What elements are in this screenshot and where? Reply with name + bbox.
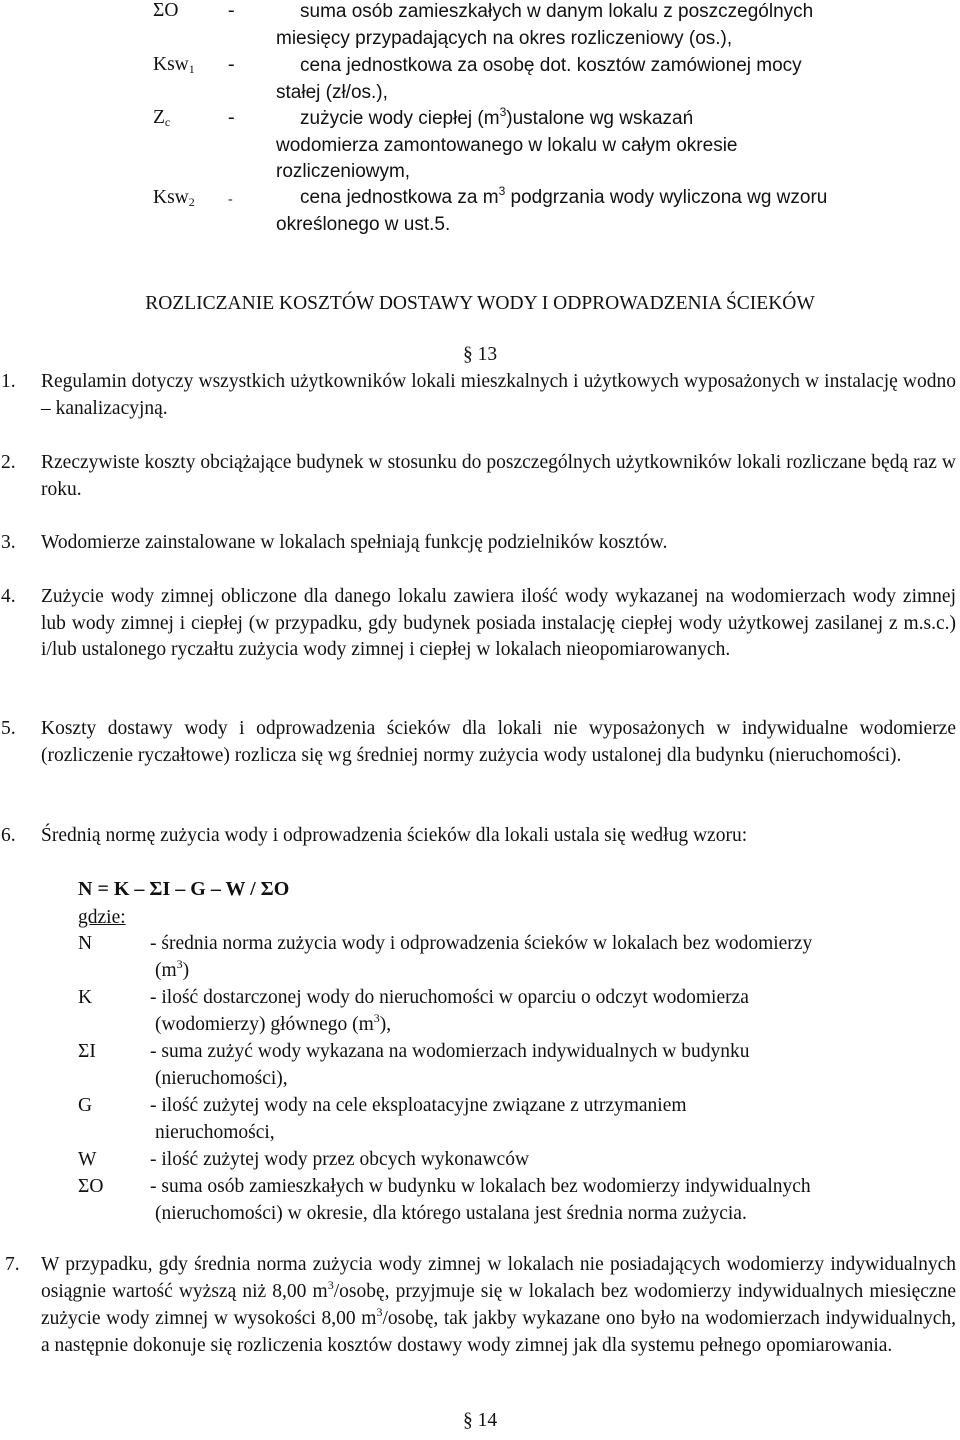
legend-description: - ilość dostarczonej wody do nieruchomości w oparciu o odczyt wodomierza (wodomierzy) głównego $(m^3)$, <box>150 987 749 1035</box>
paragraph-number: 4. <box>1 586 16 607</box>
paragraph-number: 1. <box>1 371 16 392</box>
paragraph-number: 6. <box>1 825 16 846</box>
def-dash: - <box>228 54 235 75</box>
legend-symbol: N <box>78 933 93 954</box>
def-text: określonego w ust.5. <box>276 214 451 235</box>
legend-description: - ilość zużytej wody na cele eksploatacyjne związane z utrzymaniem nieruchomości, <box>150 1095 687 1143</box>
paragraph-number: 2. <box>1 452 16 473</box>
paragraph-6 <box>1 823 956 850</box>
def-text: stałej (zł/os.), <box>276 82 388 103</box>
legend-description: - suma zużyć wody wykazana na wodomierzach indywidualnych w budynku (nieruchomości), <box>150 1041 750 1089</box>
def-text: zużycie wody ciepłej $(m^3)ustalone$ wg wskazań <box>300 105 694 129</box>
legend-symbol: ΣO <box>78 1176 104 1197</box>
legend-symbol: ΣI <box>78 1041 96 1062</box>
def-text: cena jednostkowa za $m^3$ podgrzania wody wyliczona wg wzoru <box>300 184 828 208</box>
section-heading: ROZLICZANIE KOSZTÓW DOSTAWY WODY I ODPROWADZENIA ŚCIEKÓW <box>145 293 815 314</box>
def-subscript: 2 <box>188 195 195 209</box>
paragraph-text: W przypadku, gdy średnia norma zużycia wody zimnej w lokalach nie posiadających wodomierzy indywidualnych osiągnie wartość wyższą niż 8,00 $m^3$/osobę, przyjmuje się w lokalach bez wodomierzy indywidualnych miesięczne zużycie wody zimnej w wysokości 8,00 $m^3$/osobę, tak jakby wykazane ono było na wodomierzach indywidualnych, a następnie dokonuje się rozliczenia kosztów dostawy wody zimnej jak dla systemu pełnego opomiarowania. <box>41 1254 957 1356</box>
legend-symbol: G <box>78 1095 93 1116</box>
paragraph-7 <box>5 1251 957 1359</box>
def-text: suma osób zamieszkałych w danym lokalu z poszczególnych <box>300 1 814 22</box>
def-dash: - <box>228 0 235 21</box>
legend-description: - średnia norma zużycia wody i odprowadzenia ścieków w lokalach bez wodomierzy $(m^3)$ <box>150 933 813 981</box>
def-symbol-ksw2: Ksw$_2$ <box>153 187 195 209</box>
def-dash: - <box>228 107 235 128</box>
legend-description: - suma osób zamieszkałych w budynku w lokalach bez wodomierzy indywidualnych (nieruchomości) w okresie, dla którego ustalana jest średnia norma zużycia. <box>150 1176 811 1224</box>
def-text: cena jednostkowa za osobę dot. kosztów zamówionej mocy <box>300 55 802 76</box>
paragraph-text: Zużycie wody zimnej obliczone dla danego lokalu zawiera ilość wody wykazanej na wodomierzach wody zimnej lub wody zimnej i ciepłej (w przypadku, gdy budynek posiada instalację ciepłej wody użytkowej zasilanej z m.s.c.) i/lub ustalonego ryczałtu zużycia wody zimnej i ciepłej w lokalach nieopomiarowanych. <box>41 586 956 660</box>
def-dash: - <box>228 192 233 207</box>
paragraph-5 <box>1 716 956 769</box>
def-symbol-sum-o: ΣO <box>153 0 179 21</box>
paragraph-text: Średnią normę zużycia wody i odprowadzenia ścieków dla lokali ustala się według wzoru: <box>41 825 748 846</box>
def-symbol-ksw1: Ksw$_1$ <box>153 54 195 76</box>
gdzie-label: gdzie: <box>78 907 126 928</box>
paragraph-text: Regulamin dotyczy wszystkich użytkowników lokali mieszkalnych i użytkowych wyposażonych w instalację wodno – kanalizacyjną. <box>41 371 956 419</box>
legend-symbol: K <box>78 987 93 1008</box>
def-text: wodomierza zamontowanego w lokalu w całym okresie <box>276 135 738 156</box>
paragraph-text: Koszty dostawy wody i odprowadzenia ścieków dla lokali nie wyposażonych w indywidualne wodomierze (rozliczenie ryczałtowe) rozlicza się wg średniej normy zużycia wody ustalonej dla budynku (nieruchomości). <box>41 718 956 766</box>
legend-symbol: W <box>78 1149 97 1170</box>
def-text: rozliczeniowym, <box>276 161 411 182</box>
def-subscript: c <box>164 115 171 129</box>
paragraph-number: 7. <box>5 1254 20 1275</box>
def-symbol-zc: $Z_c$ <box>153 107 171 129</box>
legend-description: - ilość zużytej wody przez obcych wykonawców <box>150 1149 530 1170</box>
paragraph-4 <box>1 584 956 664</box>
paragraph-1 <box>1 369 956 422</box>
section-number-14: § 14 <box>462 1410 498 1431</box>
paragraph-2 <box>1 450 956 503</box>
section-number-13: § 13 <box>462 344 498 365</box>
paragraph-text: Wodomierze zainstalowane w lokalach spełniają funkcję podzielników kosztów. <box>41 532 668 553</box>
def-subscript: 1 <box>188 62 195 76</box>
paragraph-number: 3. <box>1 532 16 553</box>
paragraph-3 <box>1 530 956 557</box>
def-text: miesięcy przypadających na okres rozliczeniowy (os.), <box>276 28 733 49</box>
paragraph-number: 5. <box>1 718 16 739</box>
paragraph-text: Rzeczywiste koszty obciążające budynek w stosunku do poszczególnych użytkowników lokali rozliczane będą raz w roku. <box>41 452 956 500</box>
formula: N = K – ΣI – G – W / ΣO <box>78 878 290 900</box>
